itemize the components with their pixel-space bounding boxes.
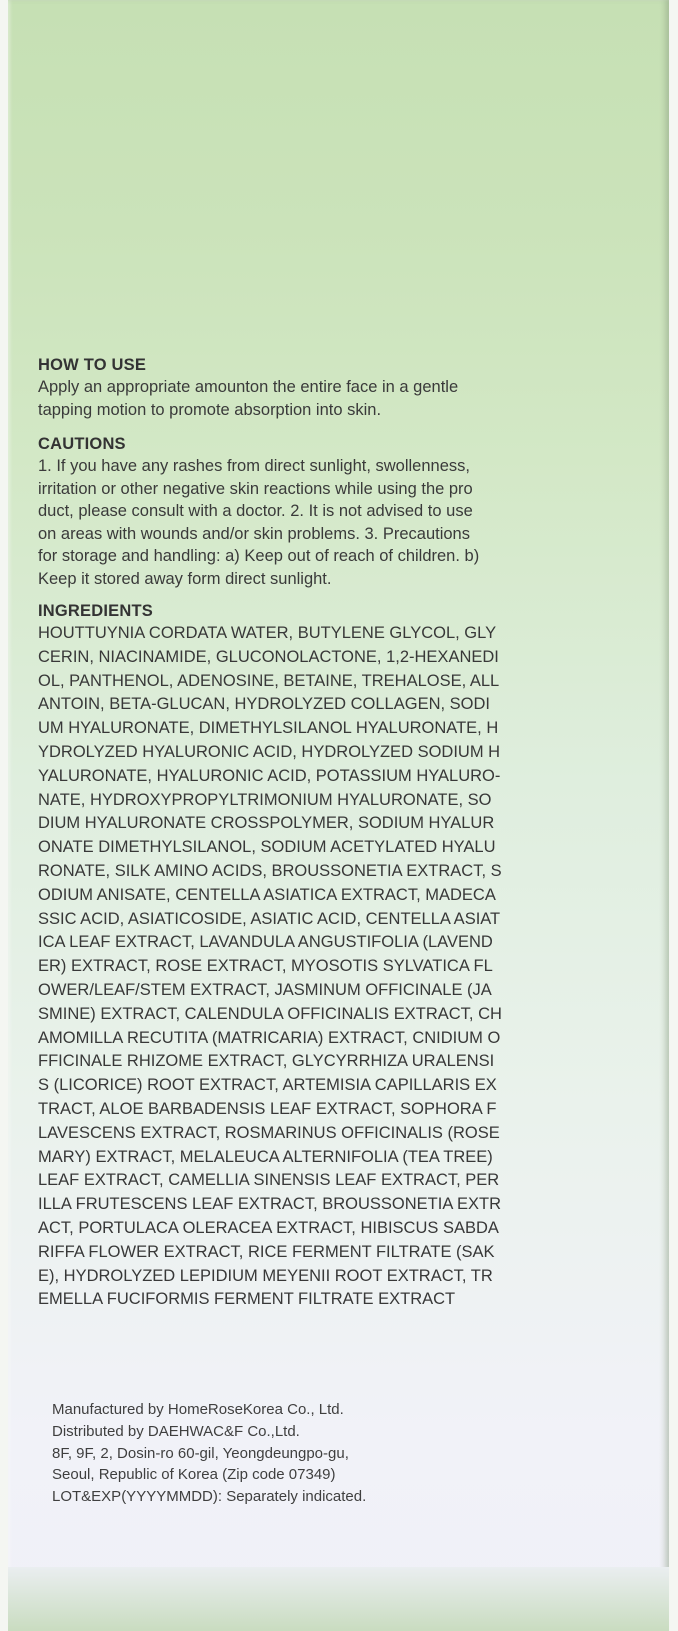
- ingredients-line: ODIUM ANISATE, CENTELLA ASIATICA EXTRACT, MADECA: [38, 885, 496, 904]
- box-bottom-band: [8, 1567, 669, 1631]
- distributor-line: Distributed by DAEHWAC&F Co.,Ltd.: [52, 1422, 300, 1440]
- ingredients-line: LEAF EXTRACT, CAMELLIA SINENSIS LEAF EXTRACT, PER: [38, 1171, 500, 1190]
- manufacturer-info: [52, 1399, 612, 1508]
- cautions-line: for storage and handling: a) Keep out of reach of children. b): [38, 547, 480, 565]
- ingredients-line: ONATE DIMETHYLSILANOL, SODIUM ACETYLATED HYALU: [38, 838, 496, 857]
- ingredients-line: ICA LEAF EXTRACT, LAVANDULA ANGUSTIFOLIA (LAVEND: [38, 933, 493, 952]
- ingredients-line: AMOMILLA RECUTITA (MATRICARIA) EXTRACT, CNIDIUM O: [38, 1028, 501, 1047]
- ingredients-line: SMINE) EXTRACT, CALENDULA OFFICINALIS EXTRACT, CH: [38, 1004, 502, 1023]
- label-text-panel: [38, 354, 638, 1312]
- address-line: Seoul, Republic of Korea (Zip code 07349): [52, 1466, 336, 1484]
- ingredients-line: LAVESCENS EXTRACT, ROSMARINUS OFFICINALIS (ROSE: [38, 1123, 500, 1142]
- ingredients-line: E), HYDROLYZED LEPIDIUM MEYENII ROOT EXTRACT, TR: [38, 1266, 493, 1285]
- ingredients-heading: INGREDIENTS: [38, 602, 153, 620]
- ingredients-line: UM HYALURONATE, DIMETHYLSILANOL HYALURONATE, H: [38, 719, 499, 738]
- ingredients-line: ER) EXTRACT, ROSE EXTRACT, MYOSOTIS SYLVATICA FL: [38, 957, 493, 976]
- ingredients-line: OL, PANTHENOL, ADENOSINE, BETAINE, TREHALOSE, ALL: [38, 671, 500, 690]
- ingredients-line: RIFFA FLOWER EXTRACT, RICE FERMENT FILTRATE (SAK: [38, 1242, 495, 1261]
- manufacturer-line: Manufactured by HomeRoseKorea Co., Ltd.: [52, 1401, 344, 1418]
- ingredients-line: FFICINALE RHIZOME EXTRACT, GLYCYRRHIZA URALENSI: [38, 1052, 495, 1071]
- ingredients-line: ANTOIN, BETA-GLUCAN, HYDROLYZED COLLAGEN, SODI: [38, 695, 491, 714]
- ingredients-line: DIUM HYALURONATE CROSSPOLYMER, SODIUM HYALUR: [38, 814, 495, 833]
- ingredients-line: MARY) EXTRACT, MELALEUCA ALTERNIFOLIA (TEA TREE): [38, 1147, 493, 1166]
- cautions-line: 1. If you have any rashes from direct sunlight, swollenness,: [38, 457, 470, 475]
- cautions-heading: CAUTIONS: [38, 435, 126, 453]
- cautions-line: Keep it stored away form direct sunlight.: [38, 569, 332, 588]
- how-to-use-heading: HOW TO USE: [38, 356, 147, 374]
- ingredients-line: OWER/LEAF/STEM EXTRACT, JASMINUM OFFICINALE (JA: [38, 980, 492, 999]
- ingredients-line: NATE, HYDROXYPROPYLTRIMONIUM HYALURONATE, SO: [38, 790, 492, 809]
- box-edge-shadow: [659, 0, 669, 1631]
- ingredients-line: SSIC ACID, ASIATICOSIDE, ASIATIC ACID, CENTELLA ASIAT: [38, 909, 501, 928]
- cautions-section: [38, 433, 638, 590]
- how-to-use-line: Apply an appropriate amounton the entire face in a gentle: [38, 378, 459, 396]
- ingredients-line: CERIN, NIACINAMIDE, GLUCONOLACTONE, 1,2-HEXANEDI: [38, 647, 499, 666]
- lot-exp-line: LOT&EXP(YYYYMMDD): Separately indicated.: [52, 1488, 367, 1506]
- address-line: 8F, 9F, 2, Dosin-ro 60-gil, Yeongdeungpo-gu,: [52, 1444, 349, 1462]
- ingredients-line: EMELLA FUCIFORMIS FERMENT FILTRATE EXTRACT: [38, 1290, 456, 1309]
- cautions-line: irritation or other negative skin reactions while using the pro: [38, 479, 473, 498]
- ingredients-line: YALURONATE, HYALURONIC ACID, POTASSIUM HYALURO-: [38, 766, 501, 785]
- ingredients-line: TRACT, ALOE BARBADENSIS LEAF EXTRACT, SOPHORA F: [38, 1099, 497, 1118]
- ingredients-line: HOUTTUYNIA CORDATA WATER, BUTYLENE GLYCOL, GLY: [38, 624, 497, 642]
- ingredients-list: [38, 622, 638, 1312]
- ingredients-line: ACT, PORTULACA OLERACEA EXTRACT, HIBISCUS SABDA: [38, 1218, 499, 1237]
- ingredients-line: S (LICORICE) ROOT EXTRACT, ARTEMISIA CAPILLARIS EX: [38, 1076, 497, 1095]
- cautions-line: on areas with wounds and/or skin problems. 3. Precautions: [38, 524, 470, 543]
- ingredients-line: RONATE, SILK AMINO ACIDS, BROUSSONETIA EXTRACT, S: [38, 861, 502, 880]
- how-to-use-line: tapping motion to promote absorption into skin.: [38, 400, 382, 419]
- ingredients-section: [38, 600, 638, 1312]
- ingredients-line: ILLA FRUTESCENS LEAF EXTRACT, BROUSSONETIA EXTR: [38, 1195, 502, 1214]
- how-to-use-section: [38, 354, 638, 421]
- ingredients-line: YDROLYZED HYALURONIC ACID, HYDROLYZED SODIUM H: [38, 742, 501, 761]
- cautions-line: duct, please consult with a doctor. 2. It is not advised to use: [38, 502, 473, 520]
